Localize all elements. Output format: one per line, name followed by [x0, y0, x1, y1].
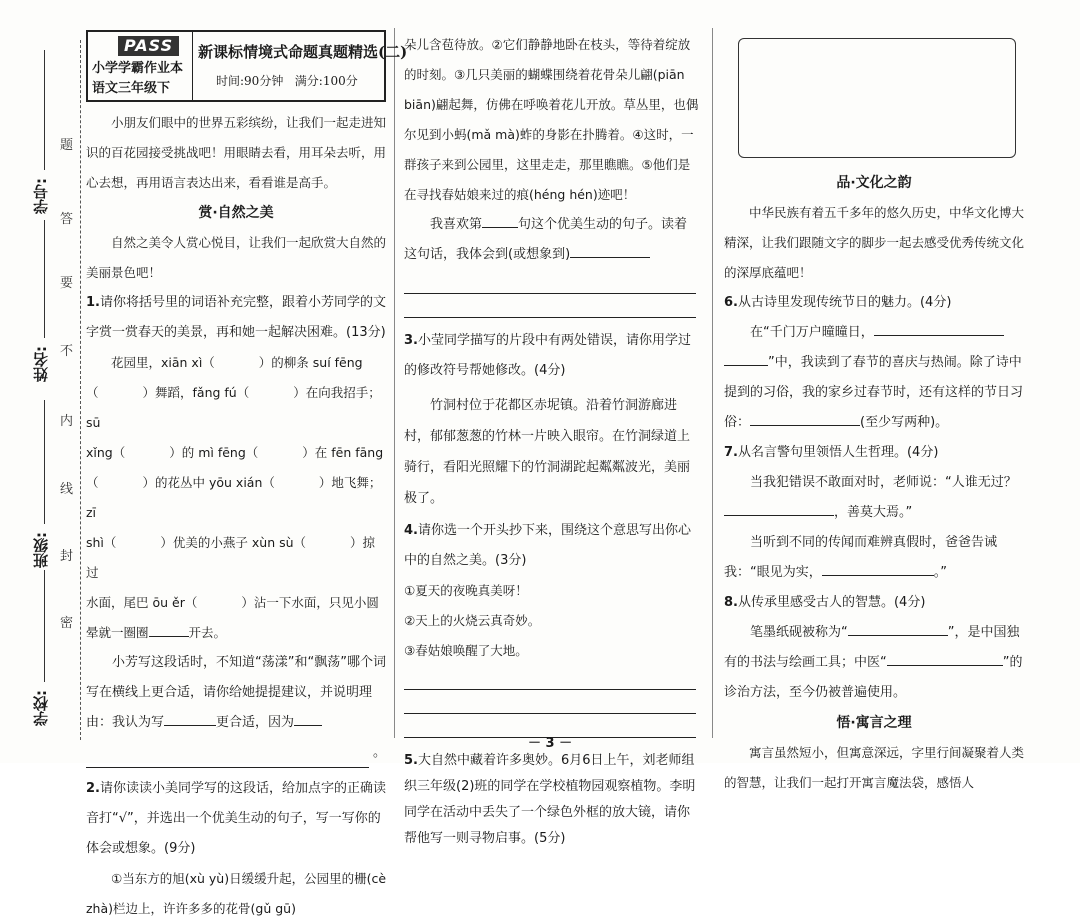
question-2 [86, 774, 386, 864]
q6-text: (至少写两种)。 [860, 415, 949, 430]
question-prompt: 请你选一个开头抄下来，围绕这个意思写出你心中的自然之美。(3分) [404, 523, 691, 568]
q1-text: 晕就一圈圈 [86, 625, 149, 640]
q1-text: ）地飞舞；zī [86, 475, 382, 520]
q1-text: shì（ [86, 535, 117, 550]
answer-blank[interactable] [822, 560, 934, 576]
answer-blank[interactable] [149, 621, 189, 637]
answer-blank[interactable] [724, 350, 768, 366]
q1-text: ）舞蹈，fǎng fú（ [142, 385, 250, 400]
q2-answer [404, 210, 700, 270]
cut-word: 答 [60, 212, 74, 227]
header-divider [192, 32, 193, 100]
question-number: 8. [724, 595, 738, 610]
q4-option: ②天上的火烧云真奇妙。 [404, 613, 541, 628]
cut-word: 线 [60, 482, 74, 497]
q1-text: ）沾一下水面，只见小圆 [241, 595, 379, 610]
question-prompt: 大自然中藏着许多奥妙。6月6日上午，刘老师组织三年级(2)班的同学在学校植物园观察植物。李明同学在活动中丢失了一个绿色外框的放大镜，请你帮他写一则寻物启事。(5分) [404, 753, 696, 846]
question-prompt: 从传承里感受古人的智慧。(4分) [737, 595, 926, 610]
section-intro-culture: 中华民族有着五千多年的悠久历史，中华文化博大精深，让我们跟随文字的脚步一起去感受优秀传统文化的深厚底蕴吧！ [724, 205, 1025, 280]
exam-score: 满分:100分 [294, 74, 358, 88]
class-field[interactable] [44, 400, 45, 524]
q1-text: ）的 mì fēng（ [169, 445, 259, 460]
question-prompt: 请你读读小美同学写的这段话，给加点字的正确读音打“√”，并选出一个优美生动的句子，写一写你的体会或想象。(9分) [86, 781, 386, 856]
q2-passage-cont: 朵儿含苞待放。②它们静静地卧在枝头，等待着绽放的时刻。③几只美丽的蝴蝶围绕着花骨朵儿翩(piān biān)翩起舞，仿佛在呼唤着花儿开放。草丛里，也偶尔见到小蚂(mǎ mà)蚱的身影在扑腾着。④这时，一群孩子来到公园里，这里走走，那里瞧瞧。⑤他们是在寻找春姑娘来过的痕(héng hén)迹吧！ [404, 37, 699, 202]
q1-text: ）的柳条 suí fēng [258, 355, 363, 370]
question-number: 4. [404, 523, 418, 538]
student-id-label: 学号: [32, 178, 50, 214]
q7-text: 当听到不同的传闻而难辨真假时，爸爸告诫我：“眼见为实， [724, 535, 998, 580]
answer-blank[interactable] [963, 650, 1003, 666]
q8-text: ”，是中国独有的书法与绘画工具；中医“ [724, 625, 1020, 670]
question-number: 2. [86, 781, 100, 796]
q1-followup-text: 更合适，因为 [216, 715, 295, 730]
column-divider [394, 28, 395, 738]
question-number: 7. [724, 445, 738, 460]
q2-answer-text: 我喜欢第 [430, 217, 483, 232]
q1-text: （ [86, 385, 99, 400]
q1-text: ）的花丛中 yōu xián（ [142, 475, 275, 490]
answer-line[interactable] [404, 690, 696, 714]
question-4 [404, 516, 700, 576]
section-title-nature: 赏·自然之美 [198, 205, 274, 221]
q7-text: ，善莫大焉。” [834, 505, 913, 520]
q2-answer-text: 句这个优美生动的句子。读着这句话，我体会到(或想象到) [404, 217, 688, 262]
q3-passage: 竹洞村位于花都区赤坭镇。沿着竹洞游廊进村，郁郁葱葱的竹林一片映入眼帘。在竹洞绿道上骑行，看阳光照耀下的竹洞湖跎起粼粼波光，美丽极了。 [404, 398, 691, 506]
answer-line[interactable] [404, 666, 696, 690]
series-name: 小学学霸作业本 [92, 61, 184, 76]
q7-text: 当我犯错误不敢面对时，老师说：“人谁无过？ [750, 475, 1017, 490]
question-prompt: 小莹同学描写的片段中有两处错误，请你用学过的修改符号帮她修改。(4分) [404, 333, 691, 378]
cut-word: 不 [60, 344, 74, 359]
answer-blank[interactable] [887, 650, 963, 666]
answer-line[interactable] [404, 294, 696, 318]
name-field[interactable] [44, 220, 45, 338]
question-number: 6. [724, 295, 738, 310]
question-6 [724, 288, 1024, 318]
q2-passage-start: ①当东方的旭(xù yù)日缓缓升起，公园里的栅(cè zhà)栏边上，许许多多的花骨(gǔ gū) [86, 871, 387, 916]
q1-text: ）在向我招手；sū [86, 385, 381, 430]
q6-text: 在“千门万户曈曈日， [750, 325, 874, 340]
question-1 [86, 288, 386, 348]
exam-time: 时间:90分钟 [216, 74, 284, 88]
class-label: 班级: [32, 532, 50, 568]
q8-body [724, 618, 1024, 708]
q1-answer-line[interactable] [86, 738, 386, 768]
section-intro-fable: 寓言虽然短小，但寓意深远，字里行间凝聚着人类的智慧，让我们一起打开寓言魔法袋，感悟人 [724, 745, 1025, 790]
answer-line[interactable] [86, 744, 369, 768]
school-field[interactable] [44, 570, 45, 682]
column-3 [724, 30, 1024, 798]
q8-text: ”的诊治方法，至今仍被普遍使用。 [724, 655, 1023, 700]
answer-blank[interactable] [874, 320, 1004, 336]
cut-word: 题 [60, 138, 74, 153]
q1-text: xǐng（ [86, 445, 126, 460]
q1-text: 开去。 [188, 625, 227, 640]
column-1 [86, 30, 408, 924]
answer-blank[interactable] [294, 710, 322, 726]
cut-word: 要 [60, 276, 74, 291]
end-mark: 。 [372, 745, 386, 760]
q6-body [724, 318, 1024, 438]
q7-body-1 [724, 468, 1024, 528]
exam-meta [216, 72, 358, 90]
question-5 [404, 748, 700, 852]
intro-paragraph: 小朋友们眼中的世界五彩缤纷，让我们一起走进知识的百花园接受挑战吧！用眼睛去看，用耳朵去听，用心去想，再用语言表达出来，看看谁是高手。 [86, 115, 387, 190]
section-intro-nature: 自然之美令人赏心悦目，让我们一起欣赏大自然的美丽景色吧！ [86, 235, 387, 280]
q1-followup-text: 小芳写这段话时，不知道“荡漾”和“飘荡”哪个词写在横线上更合适，请你给她提提建议，并说明理由：我认为写 [86, 655, 386, 730]
question-8 [724, 588, 1024, 618]
question-prompt: 请你将括号里的词语补充完整，跟着小芳同学的文字赏一赏春天的美景，再和她一起解决困难。(13分) [86, 295, 386, 340]
question-number: 3. [404, 333, 418, 348]
question-3 [404, 326, 700, 386]
section-title-fable: 悟·寓言之理 [836, 715, 912, 731]
q1-text: （ [86, 475, 99, 490]
pass-logo: PASS [118, 36, 179, 56]
section-title-culture: 品·文化之韵 [836, 175, 912, 191]
q1-text: 花园里，xiān xì（ [111, 355, 215, 370]
answer-line[interactable] [404, 270, 696, 294]
column-divider [712, 28, 713, 738]
name-label: 姓名: [32, 346, 50, 382]
column-2 [404, 30, 700, 852]
school-label: 学校: [32, 690, 50, 726]
exam-header [86, 30, 408, 102]
q5-answer-box[interactable] [738, 38, 1016, 158]
cut-word: 封 [60, 549, 74, 564]
q7-text: 。” [933, 565, 947, 580]
answer-blank[interactable] [724, 500, 834, 516]
grade-label: 语文三年级下 [92, 81, 171, 96]
cut-line [80, 40, 81, 740]
answer-blank[interactable] [750, 410, 860, 426]
exam-title: 新课标情境式命题真题精选(二) [198, 43, 408, 61]
q1-text: ）掠过 [86, 535, 376, 580]
q7-body-2 [724, 528, 1024, 588]
cut-word: 内 [60, 414, 74, 429]
q1-text: 水面，尾巴 ōu ěr（ [86, 595, 198, 610]
question-prompt: 从古诗里发现传统节日的魅力。(4分) [737, 295, 952, 310]
q1-text: ）在 fēn fāng [302, 445, 384, 460]
q1-text: ）优美的小燕子 xùn sù（ [160, 535, 307, 550]
q1-passage [86, 348, 386, 648]
q8-text: 笔墨纸砚被称为“ [750, 625, 848, 640]
q1-followup [86, 648, 386, 738]
answer-blank[interactable] [482, 212, 518, 228]
answer-blank[interactable] [848, 620, 948, 636]
page-number: － 3 － [528, 736, 573, 751]
question-7 [724, 438, 1024, 468]
q6-text: ”中，我读到了春节的喜庆与热闹。除了诗中提到的习俗，我的家乡过春节时，还有这样的节日习俗： [724, 355, 1024, 430]
answer-blank[interactable] [164, 710, 216, 726]
question-number: 1. [86, 295, 100, 310]
q4-option: ③春姑娘唤醒了大地。 [404, 643, 528, 658]
student-id-field[interactable] [44, 50, 45, 170]
cut-word: 密 [60, 616, 74, 631]
question-number: 5. [404, 753, 418, 768]
q4-option: ①夏天的夜晚真美呀！ [404, 583, 528, 598]
answer-blank[interactable] [570, 242, 650, 258]
question-prompt: 从名言警句里领悟人生哲理。(4分) [737, 445, 939, 460]
